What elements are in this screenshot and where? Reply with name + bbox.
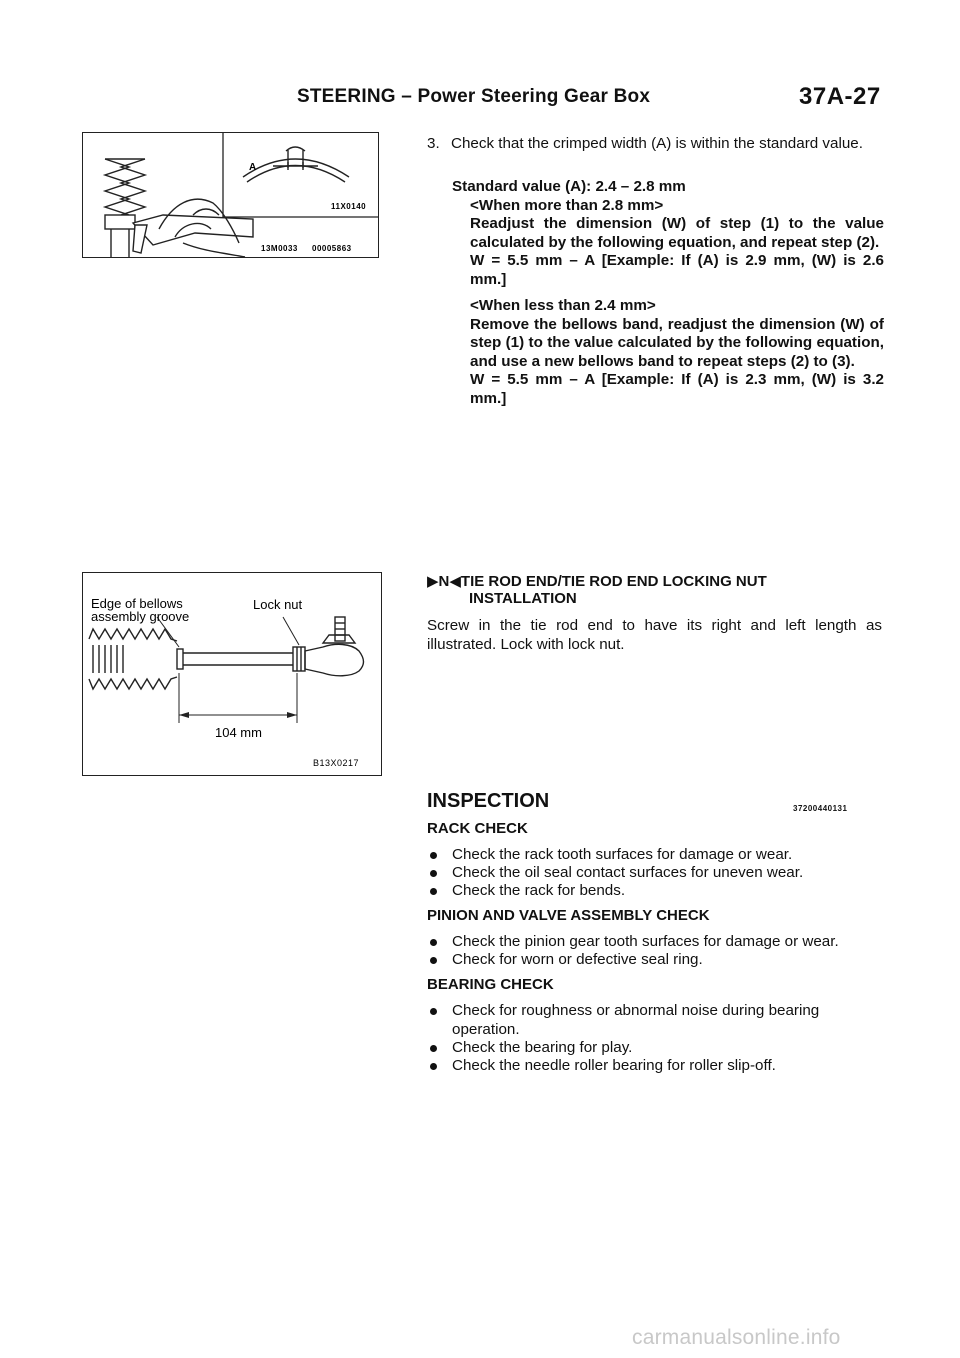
tie-rod-figure: [82, 572, 382, 776]
bullet-icon: [430, 957, 437, 964]
crimp-check-illustration: [83, 133, 378, 257]
bullet-icon: [430, 888, 437, 895]
list-item: Check the rack tooth surfaces for damage or wear.: [427, 846, 887, 865]
tie-rod-text: Screw in the tie rod end to have its right and left length as illustrated. Lock with lock nut.: [427, 617, 882, 653]
page-number: 37A-27: [799, 83, 881, 110]
section-title: STEERING – Power Steering Gear Box: [297, 86, 651, 107]
inspection-code: 37200440131: [793, 804, 848, 813]
inset-code: 11X0140: [331, 202, 367, 211]
step-3-text: Check that the crimped width (A) is within the standard value.: [451, 135, 863, 152]
list-item: Check for worn or defective seal ring.: [427, 951, 887, 970]
bullet-icon: [430, 939, 437, 946]
dimension-a-label: A: [249, 162, 257, 173]
inspection-title: INSPECTION: [427, 790, 550, 812]
standard-value: Standard value (A): 2.4 – 2.8 mm: [452, 178, 686, 195]
bullet-icon: [430, 1063, 437, 1070]
bullet-icon: [430, 1045, 437, 1052]
tie-rod-heading: [427, 572, 887, 607]
tie-rod-illustration: [83, 573, 381, 775]
bullet-icon: [430, 852, 437, 859]
tie-rod-heading-line2: INSTALLATION: [469, 590, 577, 607]
pinion-check-title: PINION AND VALVE ASSEMBLY CHECK: [427, 907, 710, 924]
figure-code-left: 13M0033: [261, 244, 298, 253]
crimp-check-figure: [82, 132, 379, 258]
less-than-heading: <When less than 2.4 mm>: [470, 297, 656, 314]
list-item: Check the needle roller bearing for roller slip-off.: [427, 1057, 887, 1076]
tie-rod-heading-line1: TIE ROD END/TIE ROD END LOCKING NUT: [460, 573, 767, 590]
lock-nut-label: Lock nut: [253, 597, 303, 612]
more-than-equation: W = 5.5 mm – A [Example: If (A) is 2.9 mm, (W) is 2.6 mm.]: [470, 252, 884, 288]
watermark: carmanualsonline.info: [632, 1326, 841, 1349]
list-item: Check the bearing for play.: [427, 1039, 887, 1058]
step-number: 3.: [427, 135, 440, 152]
service-marker: ▶N◀: [427, 573, 461, 590]
less-than-text: Remove the bellows band, readjust the dimension (W) of step (1) to the value calculated by the following equation, and use a new bellows band to repeat steps (2) to (3).: [470, 315, 884, 370]
standard-value-block: [452, 178, 884, 408]
bellows-edge-label-line1: Edge of bellows: [91, 596, 183, 611]
less-than-equation: W = 5.5 mm – A [Example: If (A) is 2.3 mm, (W) is 3.2 mm.]: [470, 371, 884, 407]
list-item: Check the oil seal contact surfaces for uneven wear.: [427, 864, 887, 883]
step-3: [427, 135, 882, 154]
more-than-text: Readjust the dimension (W) of step (1) to the value calculated by the following equation, and repeat step (2).: [470, 215, 884, 251]
dimension-label: 104 mm: [215, 725, 262, 740]
bearing-check-title: BEARING CHECK: [427, 976, 554, 993]
bullet-icon: [430, 870, 437, 877]
list-item: Check the pinion gear tooth surfaces for damage or wear.: [427, 933, 887, 952]
bullet-icon: [430, 1008, 437, 1015]
bellows-edge-label-line2: assembly groove: [91, 609, 190, 624]
list-item: Check the rack for bends.: [427, 882, 887, 901]
more-than-heading: <When more than 2.8 mm>: [470, 196, 664, 214]
rack-check-title: RACK CHECK: [427, 820, 528, 837]
list-item: Check for roughness or abnormal noise during bearing operation.: [427, 1002, 887, 1039]
figure-code-right: 00005863: [312, 244, 352, 253]
figure-code: B13X0217: [313, 758, 360, 768]
